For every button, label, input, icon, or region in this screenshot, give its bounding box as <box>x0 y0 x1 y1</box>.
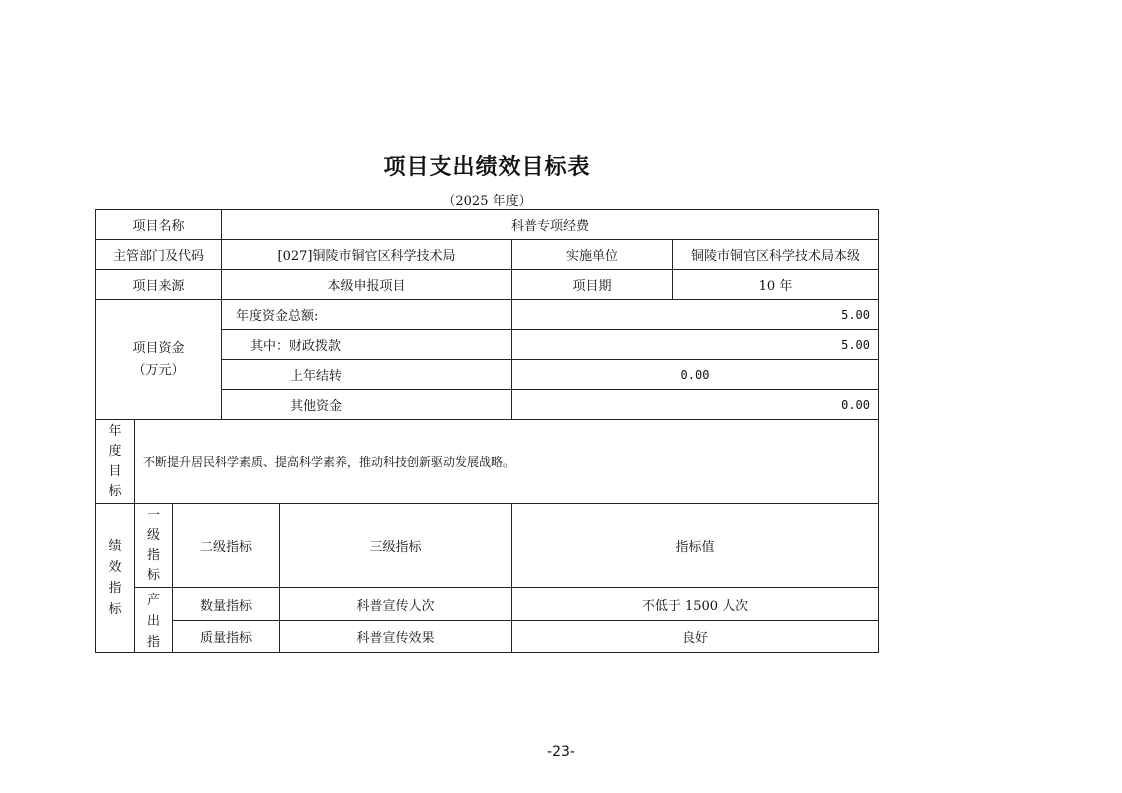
output-indicator-label <box>134 587 173 653</box>
perf-label-char: 效 <box>108 560 122 575</box>
output-char: 出 <box>146 614 160 629</box>
level2-header: 二级指标 <box>172 503 280 588</box>
department-value: [027]铜陵市铜官区科学技术局 <box>221 239 512 270</box>
total-funds-value: 5.00 <box>511 299 879 330</box>
level1-char: 标 <box>146 567 160 583</box>
total-funds-label: 年度资金总额: <box>221 299 512 330</box>
funds-label-line1: 项目资金 <box>132 340 185 356</box>
other-funds-label: 其他资金 <box>221 389 512 420</box>
annual-goal-char: 标 <box>108 483 122 499</box>
output-char: 产 <box>146 593 160 608</box>
level3-header: 三级指标 <box>279 503 512 588</box>
year-subtitle: （2025 年度） <box>442 194 532 209</box>
level1-header <box>134 503 173 588</box>
perf-label-char: 标 <box>108 602 122 617</box>
annual-goal-char: 度 <box>108 443 122 459</box>
other-funds-value: 0.00 <box>511 389 879 420</box>
project-name-label: 项目名称 <box>95 209 222 240</box>
table-row-level3: 科普宣传人次 <box>279 587 512 621</box>
fiscal-funds-label: 其中：财政拨款 <box>221 329 512 360</box>
carryover-value: 0.00 <box>511 359 879 390</box>
perf-label-char: 绩 <box>108 539 122 554</box>
fiscal-funds-value: 5.00 <box>511 329 879 360</box>
table-row-level3: 科普宣传效果 <box>279 620 512 653</box>
implementer-label: 实施单位 <box>511 239 673 270</box>
implementer-value: 铜陵市铜官区科学技术局本级 <box>672 239 879 270</box>
source-label: 项目来源 <box>95 269 222 300</box>
level1-char: 一 <box>146 507 160 523</box>
funds-label <box>95 299 222 420</box>
annual-goal-label <box>95 419 135 504</box>
period-label: 项目期 <box>511 269 673 300</box>
level1-char: 指 <box>146 547 160 563</box>
value-header: 指标值 <box>511 503 879 588</box>
carryover-label: 上年结转 <box>221 359 512 390</box>
table-row-value: 良好 <box>511 620 879 653</box>
table-row-level2: 质量指标 <box>172 620 280 653</box>
period-value: 10 年 <box>672 269 879 300</box>
output-char: 指 <box>146 635 160 650</box>
table-row-value: 不低于 1500 人次 <box>511 587 879 621</box>
source-value: 本级申报项目 <box>221 269 512 300</box>
annual-goal-char: 年 <box>108 423 122 439</box>
table-row-level2: 数量指标 <box>172 587 280 621</box>
level1-char: 级 <box>146 527 160 543</box>
perf-label-char: 指 <box>108 581 122 596</box>
page-number: -23- <box>547 744 575 760</box>
department-label: 主管部门及代码 <box>95 239 222 270</box>
annual-goal-char: 目 <box>108 463 122 479</box>
annual-goal-text: 不断提升居民科学素质、提高科学素养，推动科技创新驱动发展战略。 <box>134 419 879 504</box>
project-name-value: 科普专项经费 <box>221 209 879 240</box>
funds-label-line2: （万元） <box>132 362 185 378</box>
performance-indicator-label <box>95 503 135 653</box>
page-title: 项目支出绩效目标表 <box>383 154 591 180</box>
